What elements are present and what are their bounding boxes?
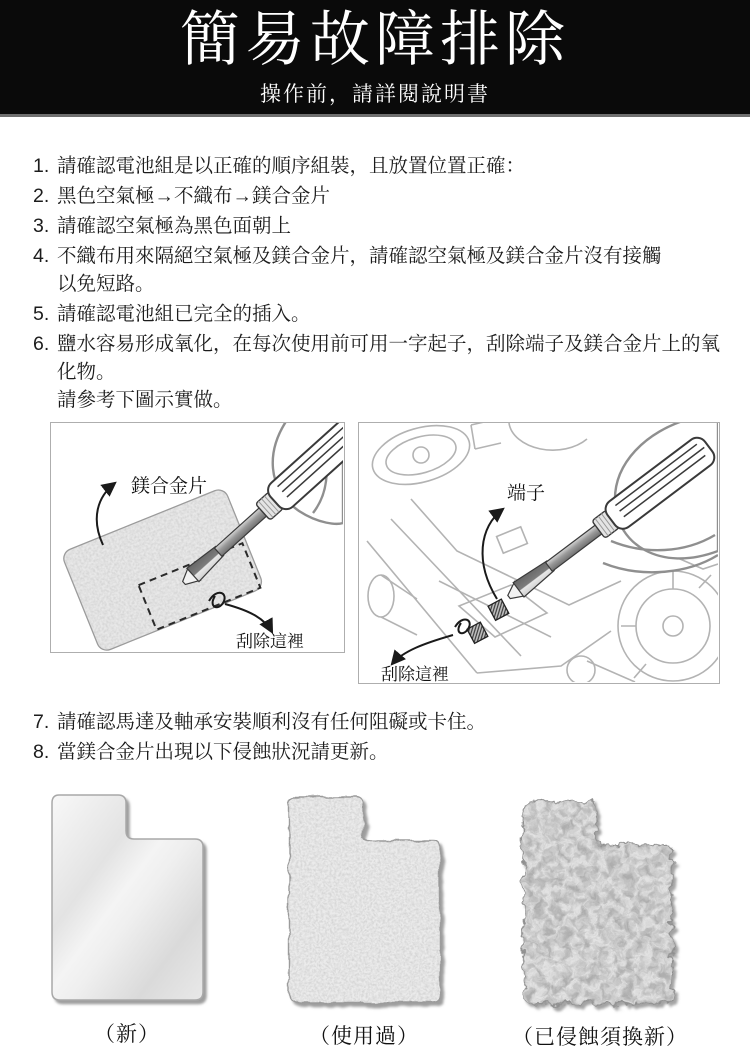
figure-scrape-terminals bbox=[358, 422, 720, 684]
magnesium-plate-illustration bbox=[61, 487, 265, 651]
instruction-item-3 bbox=[33, 212, 725, 240]
arrow-annotation bbox=[392, 635, 453, 664]
label-magnesium-plate: 鎂合金片 bbox=[131, 476, 208, 497]
plate-used-illustration bbox=[283, 791, 445, 1008]
scrape-terminals-illustration bbox=[359, 423, 718, 682]
plate-new-figure bbox=[44, 789, 210, 1048]
instruction-item-6: 6. 鹽水容易形成氧化，在每次使用前可用一字起子，刮除端子及鎂合金片上的氧化物。 請參考下圖示實做。 bbox=[33, 330, 725, 414]
instruction-text: 請確認馬達及軸承安裝順利沒有任何阻礙或卡住。 bbox=[57, 711, 487, 733]
instruction-text: 黑色空氣極→不織布→鎂合金片 bbox=[57, 185, 331, 207]
diagram-row bbox=[50, 422, 750, 684]
instruction-number: 8. bbox=[33, 741, 50, 763]
instruction-item-7 bbox=[33, 708, 725, 736]
instruction-number: 7. bbox=[33, 711, 50, 733]
header-banner bbox=[0, 0, 750, 117]
instruction-number: 3. bbox=[33, 215, 50, 237]
instruction-item-2 bbox=[33, 182, 725, 210]
page-title: 簡易故障排除 bbox=[180, 6, 570, 73]
instruction-number: 4. bbox=[33, 245, 50, 267]
instruction-item-1 bbox=[33, 152, 725, 180]
plate-new-illustration bbox=[46, 789, 208, 1006]
label-terminal: 端子 bbox=[507, 483, 546, 504]
plate-corroded-illustration bbox=[516, 796, 678, 1009]
caption-new: （新） bbox=[94, 1023, 160, 1046]
instruction-text: 不織布用來隔絕空氣極及鎂合金片，請確認空氣極及鎂合金片沒有接觸 bbox=[57, 245, 662, 267]
instruction-list-top bbox=[0, 117, 750, 414]
curl-annotation bbox=[455, 619, 470, 633]
instruction-list-bottom bbox=[0, 684, 750, 766]
plate-corroded-figure bbox=[512, 796, 688, 1051]
instruction-text: 請確認電池組已完全的插入。 bbox=[57, 303, 311, 325]
arrow-annotation bbox=[483, 509, 503, 599]
label-scrape-here-left: 刮除這裡 bbox=[236, 632, 304, 651]
scrape-plate-illustration bbox=[51, 423, 343, 651]
instruction-item-8 bbox=[33, 738, 725, 766]
page-subtitle: 操作前，請詳閱說明書 bbox=[260, 83, 490, 106]
instruction-text: 請確認空氣極為黑色面朝上 bbox=[57, 215, 292, 237]
instruction-text: 鹽水容易形成氧化，在每次使用前可用一字起子，刮除端子及鎂合金片上的氧化物。 bbox=[57, 333, 721, 383]
label-scrape-here-right: 刮除這裡 bbox=[381, 665, 449, 682]
instruction-number: 5. bbox=[33, 303, 50, 325]
plate-condition-row bbox=[0, 789, 750, 1059]
instruction-text: 當鎂合金片出現以下侵蝕狀況請更新。 bbox=[57, 741, 389, 763]
instruction-item-4: 4. 不織布用來隔絕空氣極及鎂合金片，請確認空氣極及鎂合金片沒有接觸 以免短路。 bbox=[33, 242, 725, 298]
caption-used: （使用過） bbox=[309, 1025, 419, 1048]
plate-used-figure bbox=[281, 791, 447, 1050]
instruction-number: 1. bbox=[33, 155, 50, 177]
caption-corroded: （已侵蝕須換新） bbox=[512, 1026, 688, 1049]
instruction-item-5 bbox=[33, 300, 725, 328]
figure-scrape-plate bbox=[50, 422, 345, 653]
instruction-text: 請確認電池組是以正確的順序組裝，且放置位置正確： bbox=[57, 155, 526, 177]
instruction-number: 6. bbox=[33, 333, 50, 355]
arrow-annotation bbox=[225, 604, 272, 632]
instruction-number: 2. bbox=[33, 185, 50, 207]
